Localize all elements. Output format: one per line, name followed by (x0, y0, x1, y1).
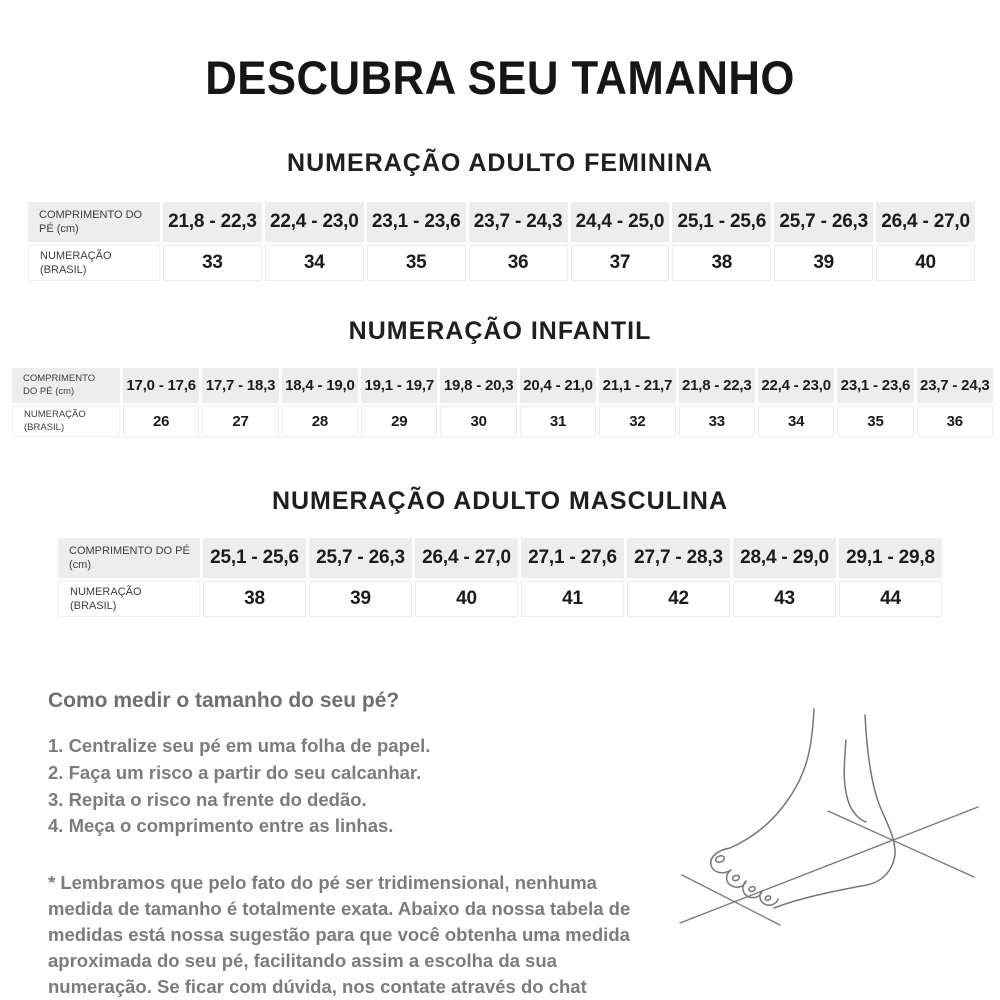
length-cell: 21,8 - 22,3 (679, 368, 755, 403)
length-cell: 17,0 - 17,6 (123, 368, 199, 403)
disclaimer-note: * Lembramos que pelo fato do pé ser tridimensional, nenhuma medida de tamanho é totalmente exata. Abaixo da nossa tabela de medidas está nossa sugestão para que você obtenha uma medida aproximada do seu pé, facilitando assim a escolha da sua numeração. Se ficar com dúvida, nos contate através do chat (48, 872, 631, 997)
size-cell: 36 (917, 406, 993, 437)
length-cell: 23,7 - 24,3 (917, 368, 993, 403)
length-cell: 18,4 - 19,0 (282, 368, 358, 403)
length-cell: 23,1 - 23,6 (837, 368, 913, 403)
length-cell: 20,4 - 21,0 (520, 368, 596, 403)
length-cell: 25,1 - 25,6 (203, 538, 306, 578)
size-cell: 40 (415, 581, 518, 617)
size-cell: 30 (440, 406, 516, 437)
length-cell: 23,7 - 24,3 (469, 202, 568, 242)
length-cell: 22,4 - 23,0 (758, 368, 834, 403)
row-label-size-brazil: NUMERAÇÃO (BRASIL) (12, 406, 120, 437)
length-cell: 25,7 - 26,3 (774, 202, 873, 242)
female-size-table (28, 202, 975, 281)
foot-illustration (660, 689, 1000, 1000)
length-cell: 26,4 - 27,0 (876, 202, 975, 242)
foot-measure-icon (668, 707, 998, 957)
length-cell: 27,1 - 27,6 (521, 538, 624, 578)
row-label-foot-length: COMPRIMENTO DO PÉ (cm) (28, 202, 160, 242)
section-heading-male: NUMERAÇÃO ADULTO MASCULINA (271, 487, 729, 515)
measure-step-4: 4. Meça o comprimento entre as linhas. (48, 815, 394, 837)
measure-step-2: 2. Faça um risco a partir do seu calcanhar. (48, 761, 422, 783)
size-cell: 33 (163, 245, 262, 281)
length-cell: 19,8 - 20,3 (440, 368, 516, 403)
length-cell: 19,1 - 19,7 (361, 368, 437, 403)
male-size-table (58, 538, 942, 617)
length-cell: 25,7 - 26,3 (309, 538, 412, 578)
size-cell: 28 (282, 406, 358, 437)
length-cell: 22,4 - 23,0 (265, 202, 364, 242)
size-cell: 35 (367, 245, 466, 281)
how-to-measure-text (0, 689, 660, 1000)
page-title (0, 0, 1000, 105)
size-cell: 27 (202, 406, 278, 437)
length-cell: 29,1 - 29,8 (839, 538, 942, 578)
size-cell: 37 (571, 245, 670, 281)
how-to-measure-section (0, 689, 1000, 1000)
measure-step-1: 1. Centralize seu pé em uma folha de papel. (48, 735, 431, 756)
size-cell: 35 (837, 406, 913, 437)
length-cell: 27,7 - 28,3 (627, 538, 730, 578)
row-label-size-brazil: NUMERAÇÃO (BRASIL) (58, 581, 200, 617)
length-cell: 17,7 - 18,3 (202, 368, 278, 403)
size-cell: 38 (203, 581, 306, 617)
length-cell: 21,1 - 21,7 (599, 368, 675, 403)
section-heading-kids: NUMERAÇÃO INFANTIL (348, 317, 652, 345)
length-cell: 24,4 - 25,0 (571, 202, 670, 242)
size-cell: 34 (758, 406, 834, 437)
how-to-measure-heading: Como medir o tamanho do seu pé? (48, 689, 400, 712)
size-cell: 39 (774, 245, 873, 281)
kids-size-table (12, 368, 993, 437)
size-cell: 41 (521, 581, 624, 617)
size-cell: 26 (123, 406, 199, 437)
length-cell: 28,4 - 29,0 (733, 538, 836, 578)
section-heading-female: NUMERAÇÃO ADULTO FEMININA (287, 149, 713, 177)
size-cell: 29 (361, 406, 437, 437)
size-cell: 43 (733, 581, 836, 617)
size-cell: 39 (309, 581, 412, 617)
size-cell: 31 (520, 406, 596, 437)
size-cell: 33 (679, 406, 755, 437)
row-label-foot-length: COMPRIMENTO DO PÉ (cm) (58, 538, 200, 578)
length-cell: 25,1 - 25,6 (672, 202, 771, 242)
row-label-foot-length: COMPRIMENTO DO PÉ (cm) (12, 368, 120, 403)
length-cell: 23,1 - 23,6 (367, 202, 466, 242)
length-cell: 26,4 - 27,0 (415, 538, 518, 578)
size-cell: 38 (672, 245, 771, 281)
size-cell: 32 (599, 406, 675, 437)
length-cell: 21,8 - 22,3 (163, 202, 262, 242)
row-label-size-brazil: NUMERAÇÃO (BRASIL) (28, 245, 160, 281)
size-cell: 34 (265, 245, 364, 281)
size-cell: 44 (839, 581, 942, 617)
size-cell: 42 (627, 581, 730, 617)
size-cell: 36 (469, 245, 568, 281)
size-cell: 40 (876, 245, 975, 281)
measure-step-3: 3. Repita o risco na frente do dedão. (48, 788, 367, 810)
page-title-text: DESCUBRA SEU TAMANHO (205, 51, 795, 104)
